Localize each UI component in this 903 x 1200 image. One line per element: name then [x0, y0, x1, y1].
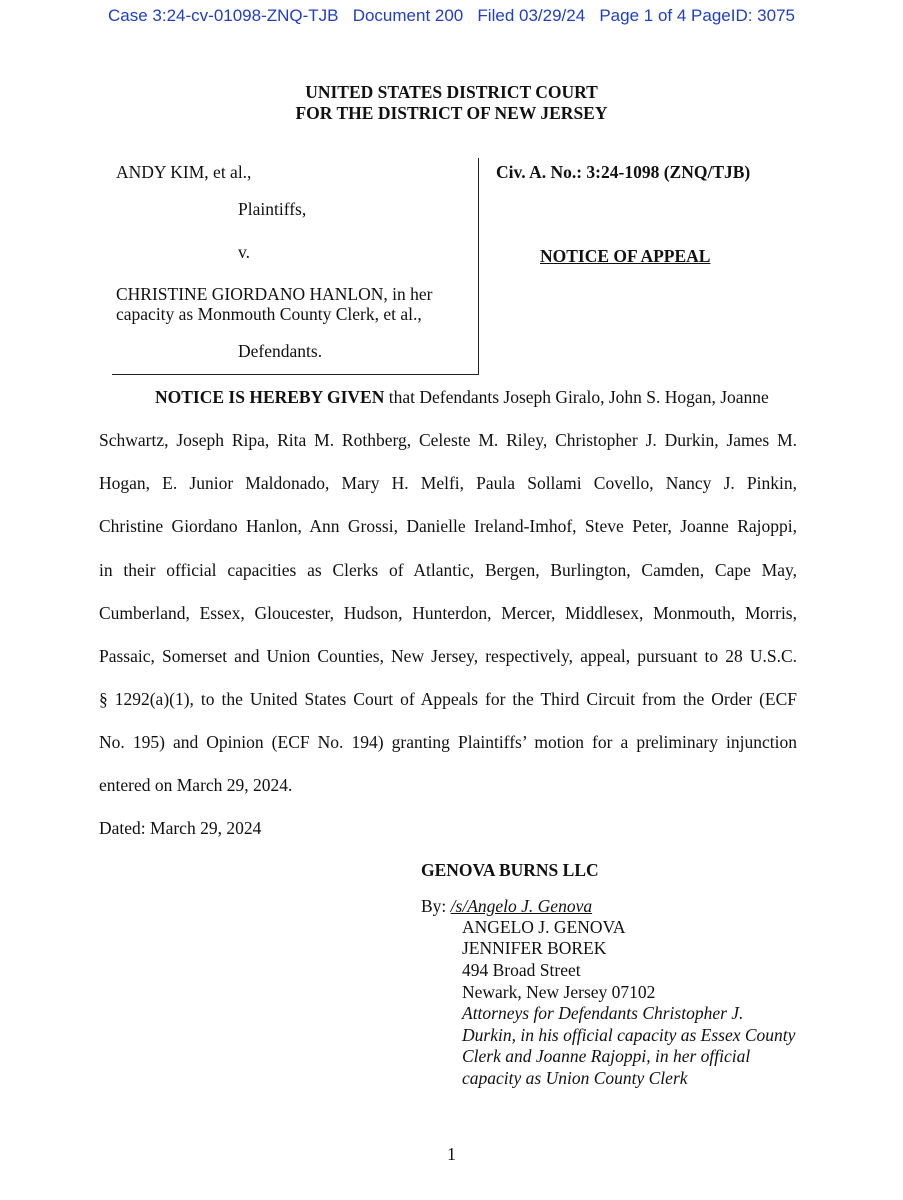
body-line: Christine Giordano Hanlon, Ann Grossi, Danielle Ireland-Imhof, Steve Peter, Joanne Rajoppi, — [99, 516, 797, 536]
attorney-role-line: Clerk and Joanne Rajoppi, in her official — [462, 1046, 751, 1066]
attorney-role-line: Attorneys for Defendants Christopher J. — [462, 1003, 744, 1023]
court-name-line2: FOR THE DISTRICT OF NEW JERSEY — [295, 103, 608, 123]
page-number: 1 — [447, 1144, 456, 1164]
case-number: Civ. A. No.: 3:24-1098 (ZNQ/TJB) — [496, 162, 751, 182]
address-line-2: Newark, New Jersey 07102 — [462, 982, 656, 1002]
firm-name: GENOVA BURNS LLC — [421, 860, 599, 880]
defendant-line2: capacity as Monmouth County Clerk, et al., — [116, 304, 422, 324]
body-line: Hogan, E. Junior Maldonado, Mary H. Melfi, Paula Sollami Covello, Nancy J. Pinkin, — [99, 473, 797, 493]
body-line: Schwartz, Joseph Ripa, Rita M. Rothberg, Celeste M. Riley, Christopher J. Durkin, James M. — [99, 430, 797, 450]
versus: v. — [238, 242, 250, 262]
body-line: in their official capacities as Clerks of Atlantic, Bergen, Burlington, Camden, Cape May, — [99, 560, 797, 580]
attorney-role-line: capacity as Union County Clerk — [462, 1068, 688, 1088]
body-line-1-rest: that Defendants Joseph Giralo, John S. Hogan, Joanne — [384, 387, 769, 407]
by-label: By: — [421, 896, 451, 916]
attorney-name-1: ANGELO J. GENOVA — [462, 917, 626, 937]
court-name-line1: UNITED STATES DISTRICT COURT — [305, 82, 598, 102]
defendant-line1: CHRISTINE GIORDANO HANLON, in her — [116, 284, 433, 304]
attorney-name-2: JENNIFER BOREK — [462, 938, 607, 958]
signature-line — [421, 896, 642, 917]
body-line: No. 195) and Opinion (ECF No. 194) granting Plaintiffs’ motion for a preliminary injunction — [99, 732, 797, 752]
document-title: NOTICE OF APPEAL — [540, 246, 711, 266]
electronic-signature: /s/Angelo J. Genova — [450, 896, 593, 916]
body-line: Passaic, Somerset and Union Counties, New Jersey, respectively, appeal, pursuant to 28 U.S.C. — [99, 646, 797, 666]
body-line: Cumberland, Essex, Gloucester, Hudson, Hunterdon, Mercer, Middlesex, Monmouth, Morris, — [99, 603, 797, 623]
body-line-last: entered on March 29, 2024. — [99, 775, 293, 795]
address-line-1: 494 Broad Street — [462, 960, 581, 980]
plaintiff-name: ANDY KIM, et al., — [116, 162, 252, 182]
body-line-1 — [155, 387, 798, 408]
plaintiffs-label: Plaintiffs, — [238, 199, 307, 219]
notice-lead: NOTICE IS HEREBY GIVEN — [155, 387, 385, 407]
defendants-label: Defendants. — [238, 341, 323, 361]
attorney-role-line: Durkin, in his official capacity as Essex County — [462, 1025, 796, 1045]
dated-line: Dated: March 29, 2024 — [99, 818, 262, 838]
case-header: Case 3:24-cv-01098-ZNQ-TJB Document 200 Filed 03/29/24 Page 1 of 4 PageID: 3075 — [108, 6, 795, 25]
body-line: § 1292(a)(1), to the United States Court of Appeals for the Third Circuit from the Order (ECF — [99, 689, 797, 709]
